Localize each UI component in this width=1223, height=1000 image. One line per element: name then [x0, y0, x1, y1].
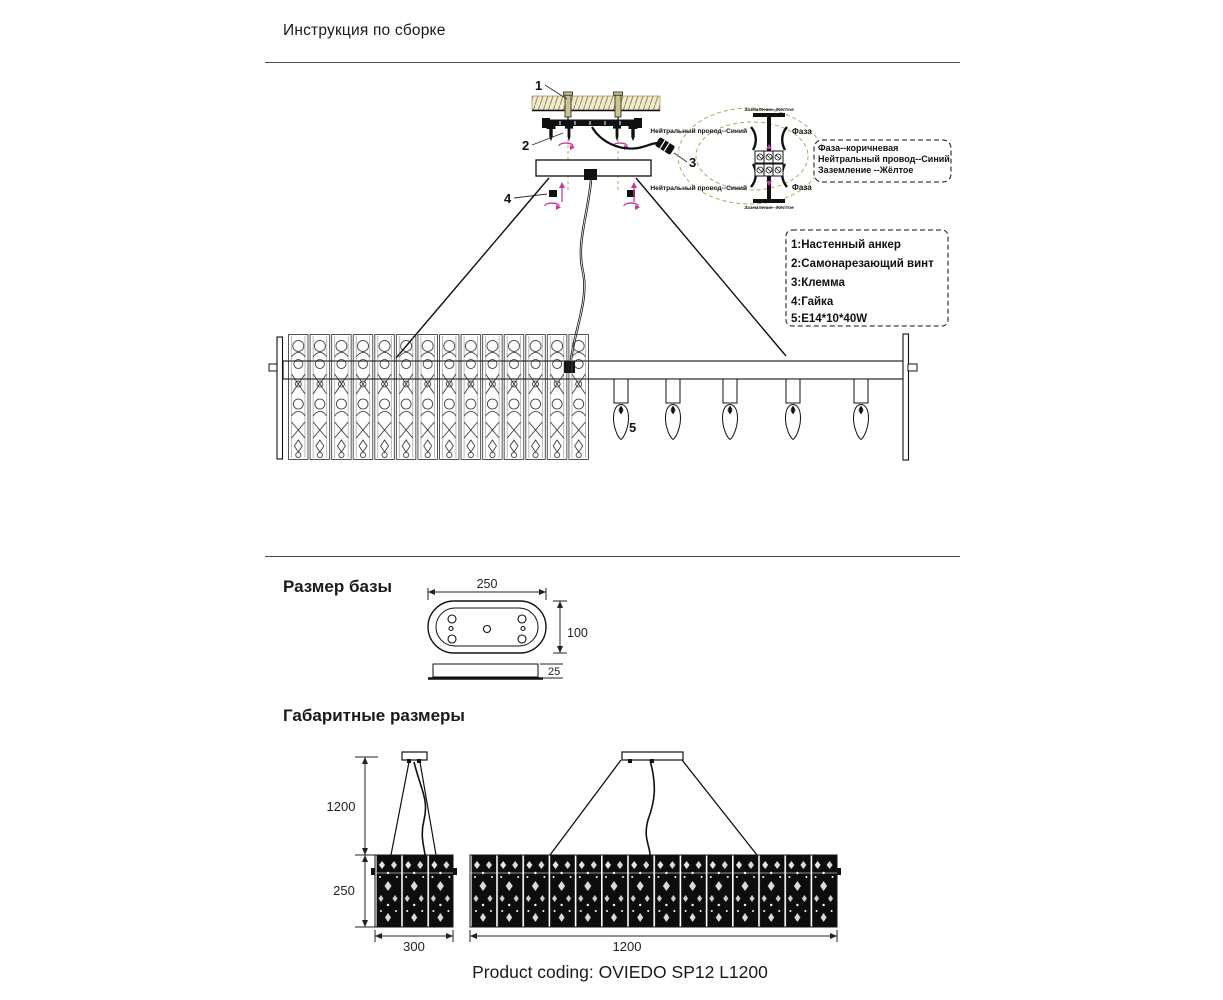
base-size-drawing	[428, 577, 588, 679]
page-title: Инструкция по сборке	[283, 22, 446, 39]
overall-size-heading: Габаритные размеры	[283, 706, 465, 725]
product-coding: Product coding: OVIEDO SP12 L1200	[472, 962, 768, 982]
label-phase-top: Фаза	[792, 127, 812, 136]
label-ground-bottom: Заземление--Жёлтое	[744, 206, 794, 211]
parts-item-5: 5:E14*10*40W	[791, 313, 868, 325]
suspension-cable-left	[396, 178, 549, 358]
parts-item-1: 1:Настенный анкер	[791, 239, 901, 251]
callout-2: 2	[522, 138, 530, 153]
base-side-view	[428, 664, 543, 679]
callout-4-leader	[514, 194, 547, 198]
legend-line-phase: Фаза--коричневая	[818, 143, 899, 153]
wall-anchor-right	[614, 92, 623, 121]
power-cord	[571, 180, 591, 360]
parts-item-3: 3:Клемма	[791, 277, 845, 289]
side-view	[371, 752, 457, 927]
side-width-dim: 300	[403, 939, 425, 954]
label-phase-bottom: Фаза	[792, 183, 812, 192]
overall-dimensions-drawing	[327, 752, 841, 954]
mounting-bracket	[542, 118, 642, 141]
legend-line-ground: Заземление --Жёлтое	[818, 165, 914, 175]
terminal-block	[755, 151, 783, 176]
base-height-dim: 100	[567, 626, 588, 640]
parts-item-4: 4:Гайка	[791, 296, 834, 308]
length-dim: 1200	[612, 939, 642, 954]
base-size-heading: Размер базы	[283, 577, 393, 596]
parts-item-2: 2:Самонарезающий винт	[791, 258, 934, 270]
drop-height-dim: 1200	[326, 799, 356, 814]
bulb-3	[723, 379, 738, 440]
base-width-dim: 250	[476, 577, 498, 591]
legend-line-neutral: Нейтральный провод--Синий	[818, 154, 950, 164]
wall-anchor-left	[564, 92, 573, 121]
bulb-4	[786, 379, 801, 440]
wire-color-legend	[814, 140, 951, 182]
front-view	[470, 752, 841, 927]
parts-list	[786, 230, 948, 326]
wiring-detail	[650, 107, 822, 211]
bulb-2	[666, 379, 681, 440]
callout-1: 1	[535, 78, 543, 93]
terminal-plug	[655, 137, 676, 155]
callout-4: 4	[504, 191, 512, 206]
tighten-arrows	[559, 182, 637, 202]
assembly-diagram	[269, 78, 951, 460]
supply-wire	[592, 127, 658, 149]
bulb-5	[854, 379, 869, 440]
bulb-1	[614, 379, 629, 440]
body-height-dim: 250	[333, 883, 355, 898]
label-ground-top: Заземление--Жёлтое	[744, 108, 794, 113]
rotate-icon-nut-right	[624, 203, 640, 210]
base-thickness-dim: 25	[548, 666, 561, 678]
label-neutral-bottom: Нейтральный провод--Синий	[650, 185, 747, 192]
rotate-icon-screw-left	[559, 143, 575, 150]
chandelier-body	[269, 334, 917, 460]
rotate-icon-nut-left	[545, 203, 561, 210]
crystal-panels	[288, 334, 589, 460]
ceiling-hatch	[532, 96, 660, 111]
suspension-cable-right	[636, 178, 786, 356]
callout-3: 3	[689, 155, 697, 170]
callout-5: 5	[629, 420, 637, 435]
callout-2-leader	[532, 133, 563, 145]
label-neutral-top: Нейтральный провод--Синий	[650, 128, 747, 135]
callout-3-leader	[674, 153, 687, 162]
